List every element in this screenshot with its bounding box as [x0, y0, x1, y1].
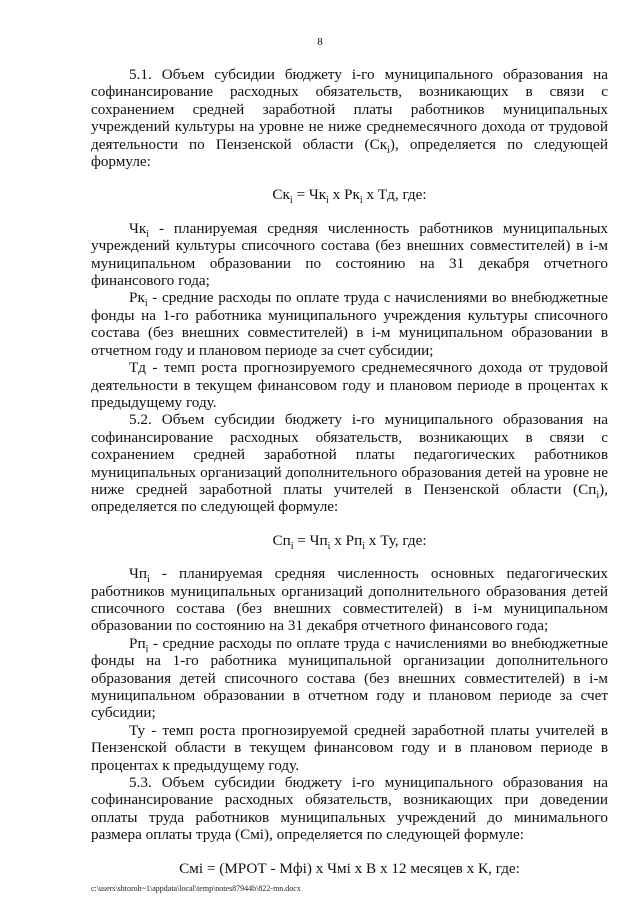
- definition-td: Тд - темп роста прогнозируемого среднемесячного дохода от трудовой деятельности в текущем финансовом году и плановом периоде в процентах к предыдущему году.: [91, 359, 608, 411]
- paragraph-5-1: 5.1. Объем субсидии бюджету i-го муниципального образования на софинансирование расходных обязательств, возникающих в связи с сохранением средней заработной платы работников муниципальных учреждений культуры на уровне не ниже среднемесячного дохода от трудовой деятельности по Пензенской области $(Ск_i)$, определяется по следующей формуле:: [91, 66, 608, 171]
- formula-ck: $Ск_i = Чк_i$ x $Рк_i$ x Тд, где:: [272, 186, 427, 207]
- document-body: [91, 66, 608, 893]
- footer-file-path: c:\users\shtoroh~1\appdata\local\temp\notes87944b\822-mn.docx: [91, 884, 301, 893]
- paragraph-5-3: 5.3. Объем субсидии бюджету i-го муниципального образования на софинансирование расходных обязательств, возникающих при доведении оплаты труда работников муниципальных учреждений до минимального размера оплаты труда (Смi), определяется по следующей формуле:: [91, 774, 608, 844]
- formula-sp: $Сп_i = Чп_i$ x $Рп_i$ x Ту, где:: [272, 531, 427, 552]
- definition-rp: $Рп_i$ - средние расходы по оплате труда с начислениями во внебюджетные фонды на 1-го работника муниципальной организации дополнительного образования детей списочного состава (без внешних совместителей) в i-м муниципальном образовании в отчетном году и плановом периоде за счет субсидии;: [91, 634, 608, 722]
- definition-rk: $Рк_i$ - средние расходы по оплате труда с начислениями во внебюджетные фонды на 1-го работника муниципального учреждения культуры списочного состава (без внешних совместителей) в i-м муниципальном образовании в отчетном году и плановом периоде за счет субсидии;: [91, 289, 608, 359]
- paragraph-5-2: 5.2. Объем субсидии бюджету i-го муниципального образования на софинансирование расходных обязательств, возникающих в связи с сохранением средней заработной платы педагогических работников муниципальных организаций дополнительного образования детей на уровне не ниже средней заработной платы учителей в Пензенской области $(Сп_i)$, определяется по следующей формуле:: [91, 411, 608, 516]
- definition-chk: $Чк_i$ - планируемая средняя численность работников муниципальных учреждений культуры списочного состава (без внешних совместителей) в i-м муниципальном образовании по состоянию на 31 декабря отчетного финансового года;: [91, 219, 608, 290]
- page-number: 8: [317, 36, 323, 48]
- formula-smi: Смi = (МРОТ - Мфi) x Чмi x В x 12 месяцев x К, где:: [179, 859, 520, 877]
- definition-tu: Ту - темп роста прогнозируемой средней заработной платы учителей в Пензенской области в текущем финансовом году и в плановом периоде в процентах к предыдущему году.: [91, 721, 608, 774]
- definition-chp: $Чп_i$ - планируемая средняя численность основных педагогических работников муниципальных организаций дополнительного образования детей списочного состава (без внешних совместителей) в i-м муниципальном образовании по состоянию на 31 декабря отчетного финансового года;: [91, 565, 608, 635]
